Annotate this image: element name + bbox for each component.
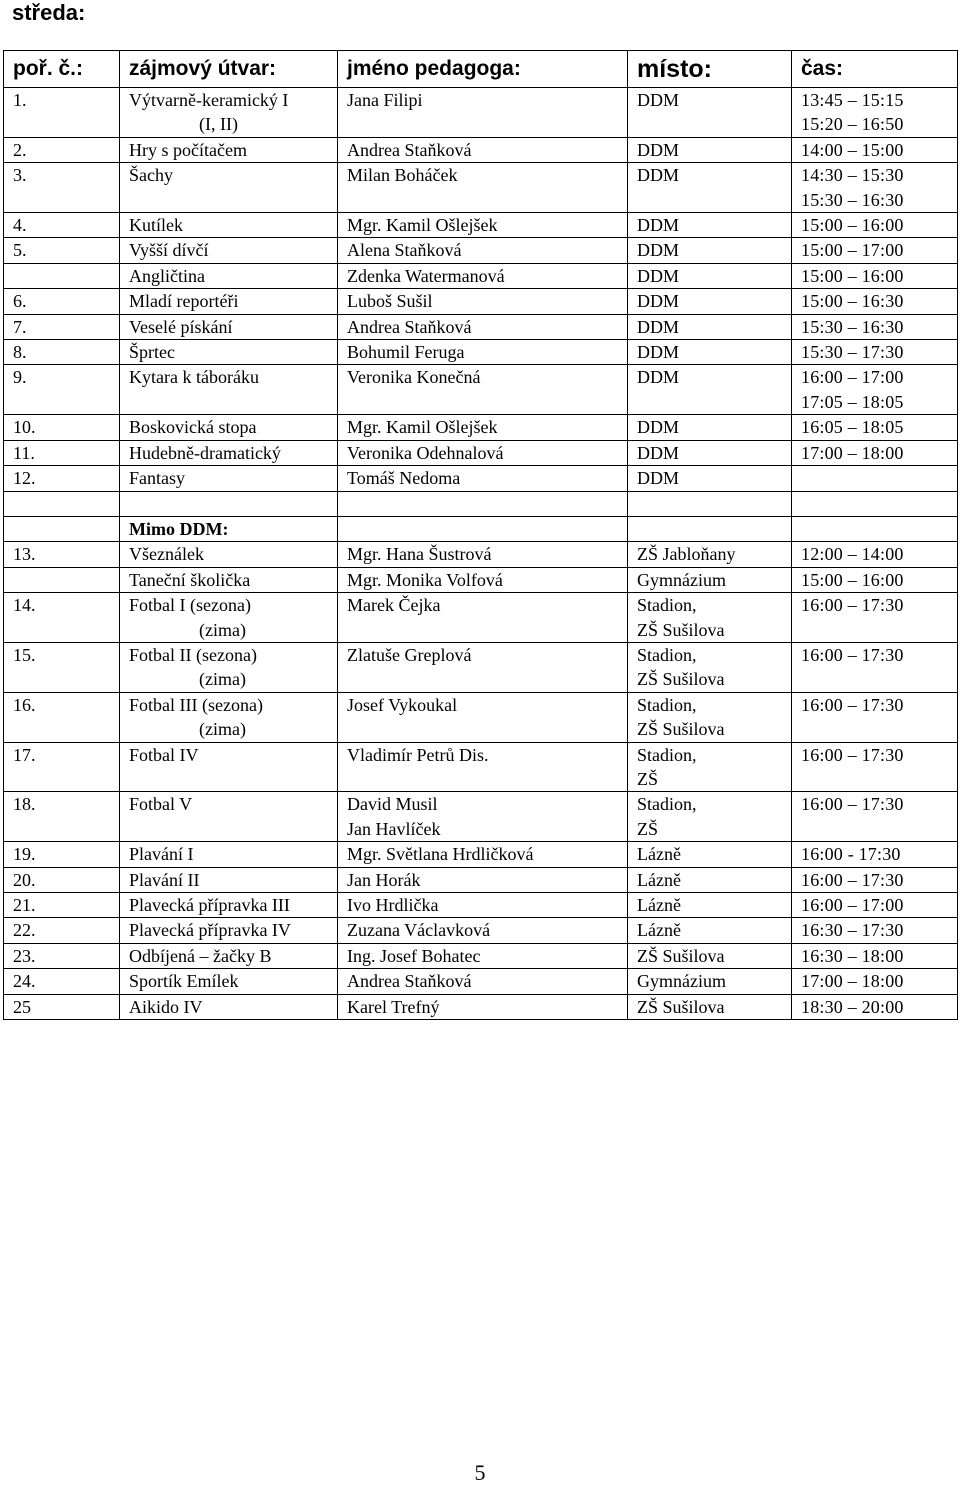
cell-place [628,642,792,692]
cell-time-line: 16:00 – 17:30 [801,869,904,890]
table-row [4,542,958,567]
cell-place [628,567,792,592]
table-row [4,994,958,1019]
cell-place-line: Stadion, [637,595,697,616]
cell-number: 4. [4,213,120,238]
cell-time [792,314,958,339]
cell-teacher-line: Veronika Konečná [347,367,481,388]
cell-teacher-line: Mgr. Kamil Ošlejšek [347,215,498,236]
cell-time-line: 16:00 – 17:30 [801,644,904,665]
cell-teacher [338,340,628,365]
cell-number: 22. [4,918,120,943]
cell-place-line: DDM [637,90,680,110]
cell-place-line: DDM [637,215,680,236]
cell-activity [120,466,338,491]
cell-time [792,415,958,440]
cell-activity [120,918,338,943]
cell-time-line: 14:30 – 15:30 [801,165,904,186]
cell-activity [120,742,338,792]
table-row [4,842,958,867]
cell-activity [120,969,338,994]
cell-place [628,440,792,465]
cell-place [628,213,792,238]
cell-activity-line: (zima) [199,619,246,640]
cell-time-line: 15:20 – 16:50 [801,114,904,135]
cell-number: 9. [4,365,120,415]
cell-place-line: Stadion, [637,694,697,715]
cell-place-line: ZŠ Sušilova [637,619,725,640]
cell-time-line: 15:30 – 16:30 [801,189,904,210]
cell-activity [120,943,338,968]
table-row [4,466,958,491]
cell-place-line: ZŠ [637,768,659,789]
cell-place-line: DDM [637,291,680,312]
cell-teacher [338,842,628,867]
cell-teacher [338,994,628,1019]
header-time: čas: [792,51,958,88]
cell-place [628,163,792,213]
cell-place [628,137,792,162]
cell-teacher-line: Karel Trefný [347,996,440,1017]
cell-activity-line: Plavání II [129,869,200,890]
cell-activity [120,792,338,842]
cell-number: 18. [4,792,120,842]
cell-time [792,440,958,465]
cell-activity-line: Fantasy [129,468,185,489]
header-place: místo: [628,51,792,88]
table-row [4,893,958,918]
table-row [4,642,958,692]
table-row [4,365,958,415]
cell-activity [120,88,338,138]
cell-activity [120,365,338,415]
cell-teacher-line: Marek Čejka [347,595,441,616]
cell-place [628,969,792,994]
cell-teacher-line: Jana Filipi [347,90,423,110]
cell-time-line: 17:00 – 18:00 [801,971,904,992]
cell-teacher-line: Zuzana Václavková [347,920,491,941]
cell-place-line: Stadion, [637,794,697,815]
cell-time [792,88,958,138]
cell-activity [120,238,338,263]
table-row [4,918,958,943]
cell-time-line: 17:00 – 18:00 [801,442,904,463]
cell-teacher-line: Andrea Staňková [347,139,472,160]
cell-place-line: Gymnázium [637,971,726,992]
cell-activity-line: Fotbal II (sezona) [129,644,257,665]
cell-activity-line: Hry s počítačem [129,139,247,160]
table-row [4,137,958,162]
cell-teacher [338,742,628,792]
cell-place-line: DDM [637,265,680,286]
cell-teacher [338,692,628,742]
cell-teacher-line: Jan Horák [347,869,421,890]
cell-activity [120,440,338,465]
cell-place-line: ZŠ Sušilova [637,719,725,740]
cell-place-line: Gymnázium [637,569,726,590]
cell-activity [120,289,338,314]
cell-activity-line: (zima) [199,719,246,740]
rows-ddm [4,88,958,492]
cell-time-line: 15:00 – 16:30 [801,291,904,312]
cell-place [628,88,792,138]
cell-teacher [338,440,628,465]
cell-teacher-line: Ing. Josef Bohatec [347,945,481,966]
cell-time [792,867,958,892]
cell-activity [120,314,338,339]
cell-teacher-line: Ivo Hrdlička [347,895,439,915]
cell-time [792,893,958,918]
cell-teacher-line: Mgr. Kamil Ošlejšek [347,417,498,438]
cell-teacher [338,567,628,592]
cell-teacher-line: Andrea Staňková [347,971,472,992]
cell-place-line: DDM [637,139,680,160]
cell-time [792,642,958,692]
cell-activity-line: Vyšší dívčí [129,240,209,261]
cell-teacher-line: Mgr. Světlana Hrdličková [347,844,534,865]
table-row [4,567,958,592]
cell-teacher-line: Jan Havlíček [347,818,441,839]
cell-teacher [338,918,628,943]
cell-number: 8. [4,340,120,365]
cell-time [792,692,958,742]
header-number: poř. č.: [4,51,120,88]
cell-place [628,692,792,742]
cell-time-line: 16:00 - 17:30 [801,844,901,865]
cell-place-line: DDM [637,367,680,388]
day-title: středa: [12,0,86,25]
cell-activity [120,593,338,643]
cell-teacher [338,542,628,567]
cell-teacher [338,289,628,314]
cell-number [4,567,120,592]
table-row [4,238,958,263]
cell-teacher [338,238,628,263]
cell-place-line: DDM [637,240,680,261]
cell-activity [120,213,338,238]
table-row [4,213,958,238]
cell-place [628,238,792,263]
cell-time-line: 15:00 – 16:00 [801,265,904,286]
cell-place-line: Lázně [637,920,681,941]
table-row [4,742,958,792]
cell-number: 14. [4,593,120,643]
cell-place-line: DDM [637,417,680,438]
page-number: 5 [474,1460,486,1485]
cell-place-line: DDM [637,316,680,337]
cell-time-line: 16:00 – 17:00 [801,367,904,388]
cell-teacher [338,642,628,692]
cell-time-line: 16:05 – 18:05 [801,417,904,438]
cell-teacher-line: Veronika Odehnalová [347,442,504,463]
cell-number: 25 [4,994,120,1019]
cell-number: 6. [4,289,120,314]
cell-teacher [338,163,628,213]
cell-teacher [338,893,628,918]
cell-place-line: Lázně [637,895,681,915]
cell-activity-line: Fotbal I (sezona) [129,595,251,616]
cell-time-line [801,466,957,490]
cell-teacher [338,88,628,138]
cell-time [792,163,958,213]
cell-place-line: DDM [637,468,680,489]
cell-number: 20. [4,867,120,892]
cell-activity-line: Angličtina [129,265,205,286]
cell-time-line: 12:00 – 14:00 [801,544,904,565]
cell-activity-line: Plavecká přípravka III [129,895,290,915]
cell-teacher-line: Josef Vykoukal [347,694,458,715]
cell-teacher [338,593,628,643]
table-row [4,943,958,968]
cell-activity [120,340,338,365]
cell-teacher-line: Andrea Staňková [347,316,472,337]
table-row [4,593,958,643]
cell-place [628,943,792,968]
cell-place [628,893,792,918]
cell-time-line: 16:00 – 17:30 [801,744,904,765]
cell-activity-line: Všeználek [129,544,204,565]
cell-number: 17. [4,742,120,792]
cell-activity-line: Plavání I [129,844,194,865]
cell-time-line: 16:00 – 17:00 [801,895,904,915]
cell-teacher-line: Tomáš Nedoma [347,468,461,489]
cell-teacher-line: Zdenka Watermanová [347,265,505,286]
cell-activity-line: Fotbal IV [129,744,199,765]
table-row [4,440,958,465]
cell-activity [120,893,338,918]
cell-time-line: 13:45 – 15:15 [801,90,904,110]
cell-time-line: 16:00 – 17:30 [801,694,904,715]
cell-place-line: Stadion, [637,644,697,665]
cell-time [792,137,958,162]
cell-time-line: 17:05 – 18:05 [801,391,904,412]
cell-number: 10. [4,415,120,440]
cell-time [792,593,958,643]
cell-activity-line: Plavecká přípravka IV [129,920,291,941]
cell-teacher [338,137,628,162]
cell-place-line: ZŠ Sušilova [637,945,725,966]
cell-number: 19. [4,842,120,867]
cell-activity [120,867,338,892]
cell-time-line: 15:30 – 16:30 [801,316,904,337]
cell-time [792,918,958,943]
cell-teacher [338,314,628,339]
cell-place-line: DDM [637,165,680,186]
table-row [4,289,958,314]
cell-number: 23. [4,943,120,968]
cell-number: 16. [4,692,120,742]
cell-activity-line: Fotbal III (sezona) [129,694,263,715]
cell-activity-line: Fotbal V [129,794,193,815]
cell-activity-line: Veselé pískání [129,316,233,337]
cell-teacher-line: Luboš Sušil [347,291,433,312]
cell-place-line: DDM [637,442,680,463]
table-row [4,692,958,742]
cell-activity-line: (zima) [199,669,246,690]
cell-time [792,340,958,365]
cell-activity-line: Výtvarně-keramický I [129,90,289,110]
table-row-section [4,516,958,541]
cell-place [628,918,792,943]
cell-teacher [338,365,628,415]
cell-teacher-line: Bohumil Feruga [347,342,465,363]
table-row [4,969,958,994]
rows-outside [4,542,958,1020]
cell-place [628,867,792,892]
cell-place [628,994,792,1019]
cell-activity-line: Aikido IV [129,996,203,1017]
cell-activity-line: Kytara k táboráku [129,367,259,388]
cell-activity [120,692,338,742]
cell-time [792,542,958,567]
cell-time [792,742,958,792]
cell-time [792,842,958,867]
cell-time [792,943,958,968]
cell-place [628,466,792,491]
cell-place-line: ZŠ Sušilova [637,996,725,1017]
cell-teacher-line: Zlatuše Greplová [347,644,472,665]
cell-activity-line: Šprtec [129,342,175,363]
header-row [4,51,958,88]
cell-activity-line: Odbíjená – žačky B [129,945,272,966]
cell-teacher [338,943,628,968]
cell-place [628,593,792,643]
cell-number: 3. [4,163,120,213]
cell-teacher-line: Milan Boháček [347,165,458,186]
cell-teacher-line: David Musil [347,794,438,815]
cell-activity-line: Sportík Emílek [129,971,239,992]
cell-number: 24. [4,969,120,994]
cell-time [792,466,958,491]
cell-place [628,263,792,288]
table-row [4,867,958,892]
cell-time-line: 16:00 – 17:30 [801,595,904,616]
table-row [4,163,958,213]
cell-teacher [338,969,628,994]
cell-time-line: 15:00 – 16:00 [801,569,904,590]
cell-time-line: 15:30 – 17:30 [801,342,904,363]
cell-teacher [338,867,628,892]
cell-number: 13. [4,542,120,567]
section-label: Mimo DDM: [129,518,229,539]
cell-time-line: 16:30 – 18:00 [801,945,904,966]
cell-time [792,238,958,263]
cell-teacher [338,466,628,491]
cell-activity [120,642,338,692]
cell-teacher-line: Mgr. Hana Šustrová [347,544,492,565]
cell-activity [120,137,338,162]
cell-time [792,994,958,1019]
table-row-spacer [4,491,958,516]
cell-place [628,542,792,567]
cell-number: 5. [4,238,120,263]
cell-place [628,314,792,339]
cell-activity-line: (I, II) [199,114,238,135]
cell-place-line: Lázně [637,844,681,865]
cell-time-line: 14:00 – 15:00 [801,139,904,160]
cell-place-line: ZŠ Sušilova [637,669,725,690]
table-row [4,314,958,339]
cell-activity [120,542,338,567]
cell-teacher-line: Vladimír Petrů Dis. [347,744,489,765]
cell-teacher [338,415,628,440]
cell-activity [120,263,338,288]
cell-teacher-line: Alena Staňková [347,240,462,261]
cell-time-line: 18:30 – 20:00 [801,996,904,1017]
cell-place-line: ZŠ [637,818,659,839]
cell-time [792,289,958,314]
cell-time [792,213,958,238]
cell-time-line: 16:00 – 17:30 [801,794,904,815]
cell-place-line: ZŠ Jabloňany [637,544,736,565]
table-row [4,415,958,440]
header-activity: zájmový útvar: [120,51,338,88]
table-row [4,263,958,288]
cell-time-line: 15:00 – 16:00 [801,215,904,236]
cell-time [792,969,958,994]
cell-teacher [338,213,628,238]
cell-place [628,792,792,842]
cell-number: 11. [4,440,120,465]
table-row [4,340,958,365]
cell-activity [120,415,338,440]
cell-place-line: Lázně [637,869,681,890]
cell-activity [120,163,338,213]
cell-place-line: Stadion, [637,744,697,765]
cell-number: 21. [4,893,120,918]
cell-activity-line: Taneční školička [129,569,251,590]
cell-activity-line: Hudebně-dramatický [129,442,281,463]
cell-time [792,263,958,288]
cell-number: 1. [4,88,120,138]
cell-teacher [338,263,628,288]
cell-time [792,792,958,842]
cell-teacher [338,792,628,842]
table-row [4,792,958,842]
cell-place [628,340,792,365]
cell-activity-line: Šachy [129,165,173,186]
cell-number: 2. [4,137,120,162]
table-row [4,88,958,138]
cell-activity [120,567,338,592]
cell-time [792,365,958,415]
cell-activity-line: Boskovická stopa [129,417,257,438]
cell-activity-line: Kutílek [129,215,183,236]
cell-activity [120,842,338,867]
cell-place [628,742,792,792]
cell-activity [120,994,338,1019]
header-teacher: jméno pedagoga: [338,51,628,88]
cell-time-line: 16:30 – 17:30 [801,920,904,941]
cell-teacher-line: Mgr. Monika Volfová [347,569,503,590]
cell-place [628,289,792,314]
cell-number: 15. [4,642,120,692]
cell-time [792,567,958,592]
cell-place [628,415,792,440]
cell-number: 7. [4,314,120,339]
cell-number [4,263,120,288]
cell-time-line: 15:00 – 17:00 [801,240,904,261]
schedule-table [3,50,958,1020]
cell-place [628,842,792,867]
cell-place [628,365,792,415]
section-break [4,491,958,542]
cell-number: 12. [4,466,120,491]
cell-activity-line: Mladí reportéři [129,291,239,312]
cell-place-line: DDM [637,342,680,363]
